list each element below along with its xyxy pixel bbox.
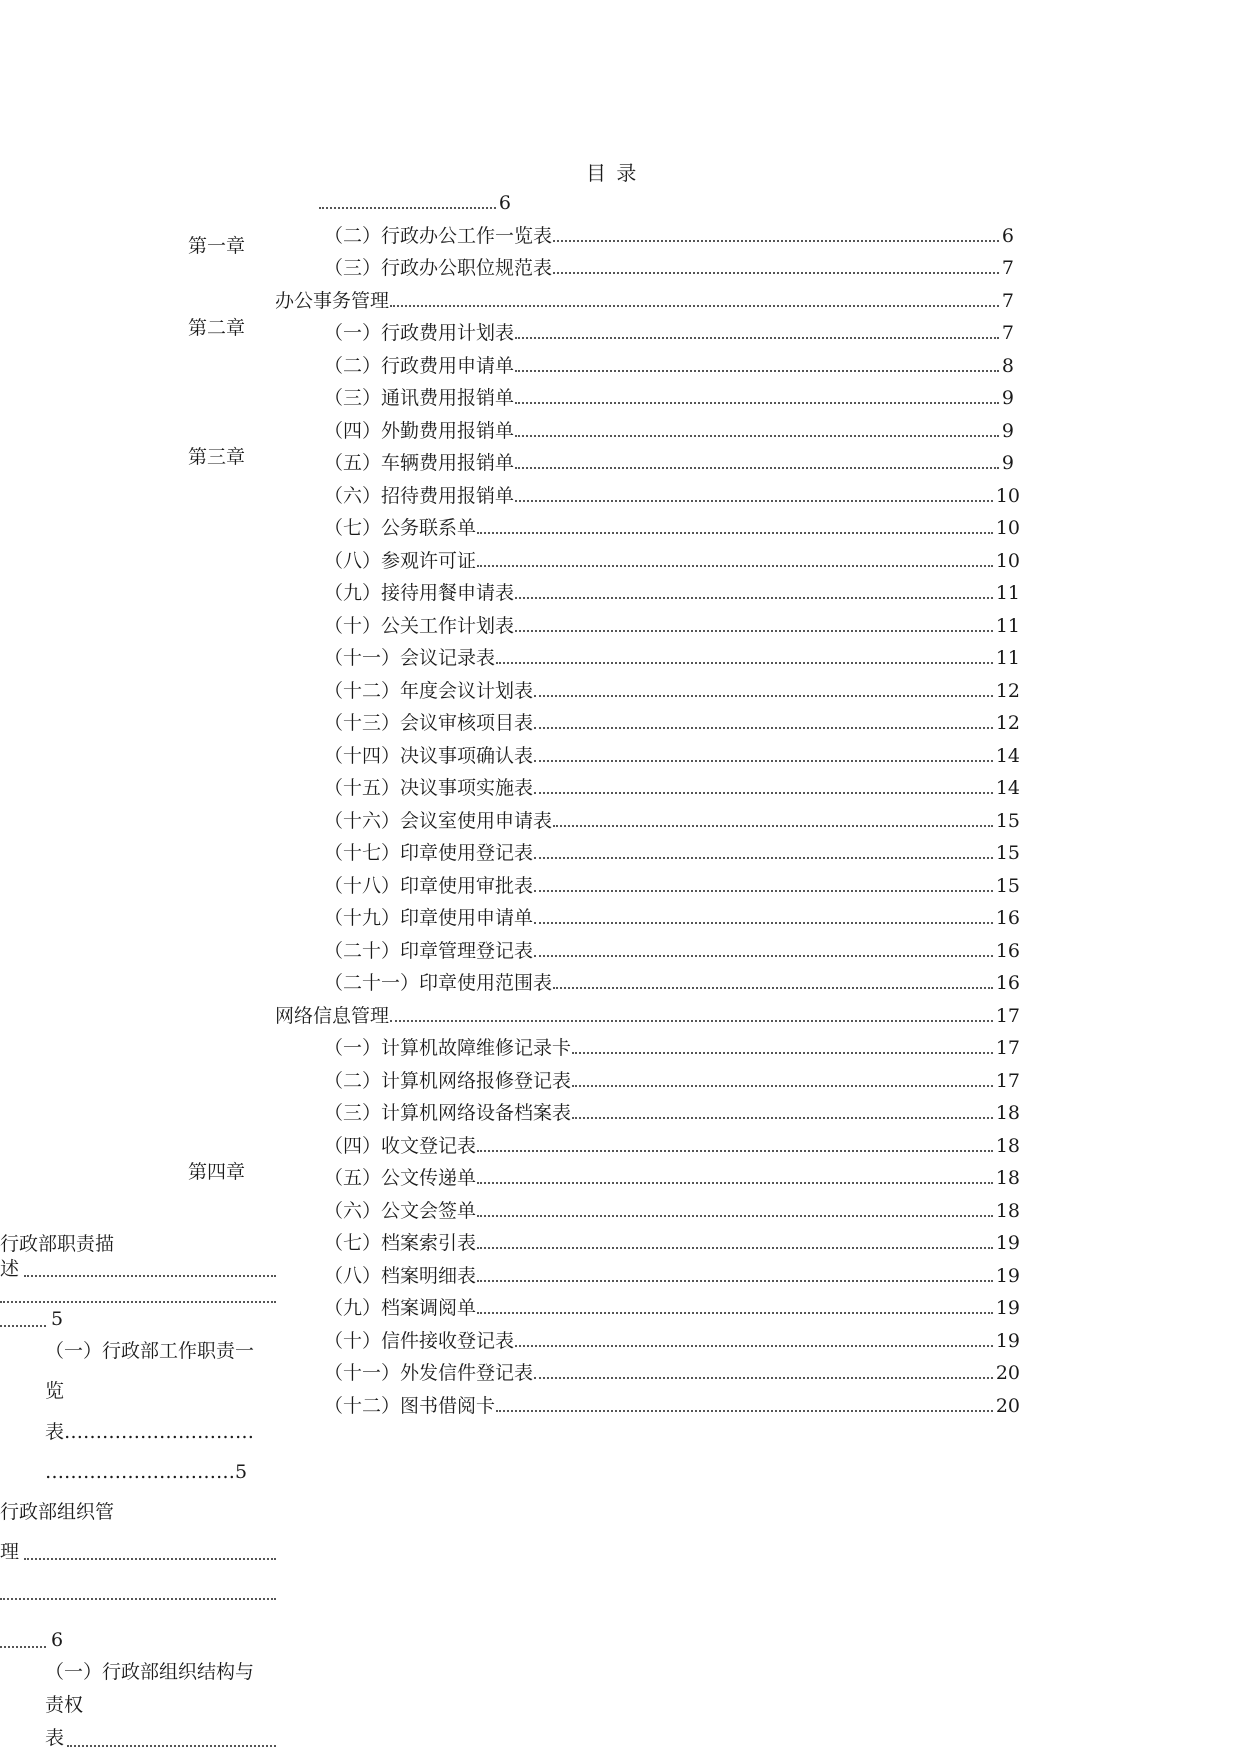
toc-entry-label: （二）行政办公工作一览表 — [324, 225, 553, 247]
leader-dots — [0, 1300, 276, 1303]
toc-entry[interactable] — [324, 776, 1020, 800]
leader-dots — [515, 499, 993, 502]
leader-dots — [515, 434, 999, 437]
leader-dots — [496, 1409, 993, 1412]
toc-entry[interactable] — [324, 906, 1020, 930]
toc-entry-label: （八）参观许可证 — [324, 550, 477, 572]
toc-entry-label: （二十一）印章使用范围表 — [324, 972, 553, 994]
left-entry-text: 责权 — [45, 1694, 84, 1716]
toc-entry-label: （九）接待用餐申请表 — [324, 582, 515, 604]
toc-continuation — [318, 191, 511, 215]
toc-entry-label: （十六）会议室使用申请表 — [324, 810, 553, 832]
toc-page-number: 10 — [995, 517, 1020, 539]
left-entry-text: 表………………………… — [45, 1421, 255, 1443]
toc-entry-label: （五）公文传递单 — [324, 1167, 477, 1189]
leader-dots — [496, 661, 993, 664]
leader-dots — [515, 466, 999, 469]
toc-page-number: 19 — [995, 1297, 1020, 1319]
leader-dots — [477, 531, 993, 534]
toc-entry[interactable] — [324, 1296, 1020, 1320]
toc-entry-label: （三）计算机网络设备档案表 — [324, 1102, 572, 1124]
leader-dots — [572, 1084, 993, 1087]
toc-entry[interactable] — [324, 1361, 1020, 1385]
leader-dots — [534, 954, 993, 957]
leader-dots — [553, 986, 993, 989]
toc-entry[interactable] — [324, 939, 1020, 963]
toc-entry-label: （一）行政费用计划表 — [324, 322, 515, 344]
toc-page-number: 10 — [995, 550, 1020, 572]
toc-entry-label: （三）通讯费用报销单 — [324, 387, 515, 409]
leader-dots — [515, 1344, 993, 1347]
toc-entry[interactable] — [324, 809, 1020, 833]
leader-dots — [0, 1324, 46, 1327]
left-entry-text: （一）行政部工作职责一 — [45, 1340, 255, 1362]
toc-entry[interactable] — [324, 646, 1020, 670]
toc-page-number: 17 — [995, 1037, 1020, 1059]
toc-page-number: 20 — [995, 1362, 1020, 1384]
toc-entry-label: （十四）决议事项确认表 — [324, 745, 534, 767]
chapter-2-label: 第二章 — [188, 317, 246, 339]
toc-page-number: 14 — [995, 777, 1020, 799]
leader-dots — [319, 206, 496, 209]
toc-entry[interactable] — [324, 1166, 1020, 1190]
left-entry-text: …………………………5 — [45, 1461, 248, 1483]
toc-entry[interactable] — [324, 256, 1014, 280]
left-entry-text: 览 — [45, 1380, 65, 1402]
toc-section-entry[interactable] — [275, 289, 1014, 313]
leader-dots — [515, 401, 999, 404]
toc-page-number: 9 — [1001, 452, 1014, 474]
toc-page-number: 7 — [1001, 290, 1014, 312]
left-entry-text: 述 — [0, 1258, 20, 1280]
toc-entry-label: （十九）印章使用申请单 — [324, 907, 534, 929]
leader-dots — [553, 239, 999, 242]
toc-entry[interactable] — [324, 614, 1020, 638]
toc-section-entry[interactable] — [275, 1004, 1020, 1028]
toc-entry[interactable] — [324, 874, 1020, 898]
leader-dots — [534, 694, 993, 697]
toc-entry-label: （二）计算机网络报修登记表 — [324, 1070, 572, 1092]
toc-entry[interactable] — [324, 1069, 1020, 1093]
toc-entry[interactable] — [324, 841, 1020, 865]
left-entry-page-number: 5 — [51, 1308, 64, 1330]
toc-entry-label: （四）收文登记表 — [324, 1135, 477, 1157]
leader-dots — [515, 629, 993, 632]
leader-dots — [477, 1279, 993, 1282]
left-entry-text: （一）行政部组织结构与 — [45, 1661, 255, 1683]
toc-page-number: 9 — [1001, 420, 1014, 442]
toc-entry-label: （十二）图书借阅卡 — [324, 1395, 496, 1417]
leader-dots — [390, 1019, 993, 1022]
leader-dots — [534, 726, 993, 729]
leader-dots — [24, 1274, 276, 1277]
toc-entry[interactable] — [324, 354, 1014, 378]
leader-dots — [534, 889, 993, 892]
toc-entry[interactable] — [324, 1264, 1020, 1288]
toc-title: 目 录 — [586, 161, 639, 185]
leader-dots — [534, 759, 993, 762]
left-entry-text: 表 — [45, 1727, 65, 1749]
left-entry-text: 理 — [0, 1541, 20, 1563]
toc-entry-label: （二十）印章管理登记表 — [324, 940, 534, 962]
toc-page-number: 8 — [1001, 355, 1014, 377]
leader-dots — [477, 1246, 993, 1249]
toc-page-number: 15 — [995, 875, 1020, 897]
toc-page-number: 18 — [995, 1102, 1020, 1124]
toc-entry[interactable] — [324, 1199, 1020, 1223]
toc-page-number: 18 — [995, 1167, 1020, 1189]
toc-entry[interactable] — [324, 419, 1014, 443]
leader-dots — [534, 921, 993, 924]
toc-entry-label: （十一）外发信件登记表 — [324, 1362, 534, 1384]
toc-page-number: 19 — [995, 1265, 1020, 1287]
toc-page-number: 9 — [1001, 387, 1014, 409]
leader-dots — [477, 564, 993, 567]
toc-entry[interactable] — [324, 581, 1020, 605]
leader-dots — [477, 1149, 993, 1152]
toc-page-number: 12 — [995, 680, 1020, 702]
leader-dots — [67, 1744, 276, 1747]
toc-page-number: 11 — [995, 615, 1020, 637]
toc-entry[interactable] — [324, 549, 1020, 573]
leader-dots — [515, 336, 999, 339]
leader-dots — [515, 369, 999, 372]
leader-dots — [553, 824, 993, 827]
toc-page-number: 17 — [995, 1070, 1020, 1092]
leader-dots — [477, 1311, 993, 1314]
toc-entry-label: （十）公关工作计划表 — [324, 615, 515, 637]
toc-entry-label: （十）信件接收登记表 — [324, 1330, 515, 1352]
toc-page-number: 15 — [995, 810, 1020, 832]
toc-page-number: 6 — [498, 192, 511, 214]
leader-dots — [24, 1557, 276, 1560]
toc-page-number: 6 — [1001, 225, 1014, 247]
left-entry-page-number: 6 — [51, 1629, 64, 1651]
toc-entry-label: （七）档案索引表 — [324, 1232, 477, 1254]
toc-page-number: 11 — [995, 582, 1020, 604]
leader-dots — [0, 1645, 46, 1648]
toc-entry-label: 办公事务管理 — [275, 290, 390, 312]
toc-entry[interactable] — [324, 1036, 1020, 1060]
toc-page-number: 16 — [995, 940, 1020, 962]
toc-entry-label: （十五）决议事项实施表 — [324, 777, 534, 799]
toc-entry[interactable] — [324, 224, 1014, 248]
left-entry-text: 行政部职责描 — [0, 1233, 115, 1255]
toc-page-number: 16 — [995, 972, 1020, 994]
chapter-3-label: 第三章 — [188, 446, 246, 468]
leader-dots — [534, 791, 993, 794]
leader-dots — [534, 1376, 993, 1379]
toc-entry-label: （八）档案明细表 — [324, 1265, 477, 1287]
toc-entry-label: （十二）年度会议计划表 — [324, 680, 534, 702]
toc-entry-label: （四）外勤费用报销单 — [324, 420, 515, 442]
leader-dots — [572, 1116, 993, 1119]
leader-dots — [477, 1214, 993, 1217]
toc-entry[interactable] — [324, 711, 1020, 735]
chapter-4-label: 第四章 — [188, 1161, 246, 1183]
chapter-1-label: 第一章 — [188, 235, 246, 257]
toc-entry[interactable] — [324, 1231, 1020, 1255]
leader-dots — [572, 1051, 993, 1054]
toc-page-number: 12 — [995, 712, 1020, 734]
toc-entry-label: （十七）印章使用登记表 — [324, 842, 534, 864]
toc-entry[interactable] — [324, 1101, 1020, 1125]
toc-page-number: 17 — [995, 1005, 1020, 1027]
toc-entry-label: （九）档案调阅单 — [324, 1297, 477, 1319]
leader-dots — [553, 271, 999, 274]
toc-entry-label: （一）计算机故障维修记录卡 — [324, 1037, 572, 1059]
leader-dots — [390, 304, 999, 307]
leader-dots — [534, 856, 993, 859]
toc-entry[interactable] — [324, 971, 1020, 995]
toc-entry[interactable] — [324, 386, 1014, 410]
toc-entry-label: （七）公务联系单 — [324, 517, 477, 539]
toc-entry[interactable] — [324, 321, 1014, 345]
toc-page-number: 19 — [995, 1330, 1020, 1352]
toc-page-number: 7 — [1001, 322, 1014, 344]
toc-page-number: 15 — [995, 842, 1020, 864]
toc-page-number: 18 — [995, 1200, 1020, 1222]
toc-entry-label: （十一）会议记录表 — [324, 647, 496, 669]
toc-entry[interactable] — [324, 679, 1020, 703]
toc-entry[interactable] — [324, 484, 1020, 508]
toc-entry[interactable] — [324, 744, 1020, 768]
toc-page-number: 16 — [995, 907, 1020, 929]
leader-dots — [515, 596, 993, 599]
toc-page-number: 18 — [995, 1135, 1020, 1157]
toc-entry-label: （十三）会议审核项目表 — [324, 712, 534, 734]
leader-dots — [0, 1597, 276, 1600]
toc-entry-label: （六）招待费用报销单 — [324, 485, 515, 507]
toc-entry[interactable] — [324, 516, 1020, 540]
toc-page-number: 14 — [995, 745, 1020, 767]
toc-page-number: 7 — [1001, 257, 1014, 279]
toc-entry-label: 网络信息管理 — [275, 1005, 390, 1027]
toc-entry[interactable] — [324, 451, 1014, 475]
toc-entry-label: （六）公文会签单 — [324, 1200, 477, 1222]
toc-entry-label: （三）行政办公职位规范表 — [324, 257, 553, 279]
toc-entry[interactable] — [324, 1329, 1020, 1353]
toc-page-number: 10 — [995, 485, 1020, 507]
toc-entry[interactable] — [324, 1394, 1020, 1418]
left-entry-text: 行政部组织管 — [0, 1501, 115, 1523]
toc-page-number: 11 — [995, 647, 1020, 669]
toc-entry-label: （五）车辆费用报销单 — [324, 452, 515, 474]
toc-entry-label: （二）行政费用申请单 — [324, 355, 515, 377]
leader-dots — [477, 1181, 993, 1184]
toc-page-number: 19 — [995, 1232, 1020, 1254]
toc-entry-label: （十八）印章使用审批表 — [324, 875, 534, 897]
toc-entry[interactable] — [324, 1134, 1020, 1158]
toc-page-number: 20 — [995, 1395, 1020, 1417]
